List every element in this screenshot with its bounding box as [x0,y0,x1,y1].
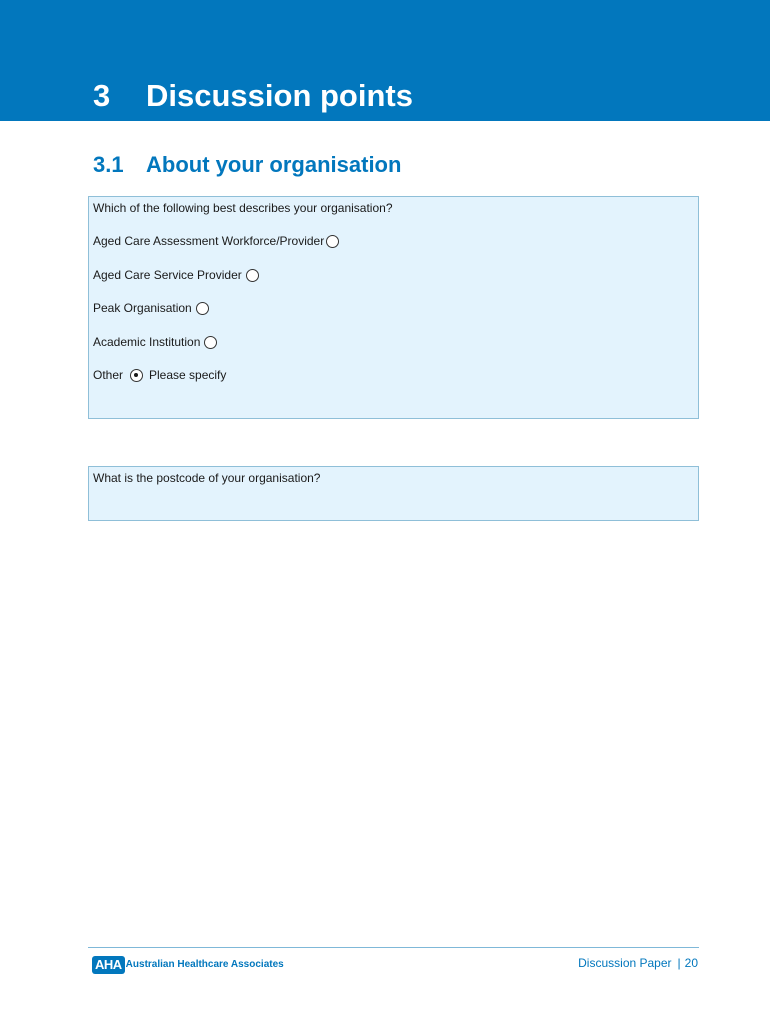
radio-aged-care-service[interactable] [246,269,259,282]
chapter-title [93,76,413,116]
option-label: Aged Care Service Provider [93,268,242,282]
organisation-type-question: Which of the following best describes your organisation? [93,201,393,215]
footer-divider [88,947,699,948]
option-aged-care-assessment[interactable] [93,231,339,251]
chapter-title-text: Discussion points [146,78,413,113]
option-label: Other [93,368,124,382]
other-specify-label: Please specify [149,368,227,382]
aha-logo [92,956,284,974]
option-aged-care-service[interactable] [93,265,259,285]
radio-peak-organisation[interactable] [196,302,209,315]
option-peak-organisation[interactable] [93,298,209,318]
postcode-field[interactable] [88,466,699,521]
section-number: 3.1 [93,152,124,177]
option-label: Aged Care Assessment Workforce/Provider [93,234,325,248]
organisation-type-field [88,196,699,419]
footer-page-info [578,956,698,970]
chapter-number: 3 [93,78,111,113]
logo-mark: AHA [92,956,125,974]
document-label: Discussion Paper [578,956,672,970]
radio-aged-care-assessment[interactable] [326,235,339,248]
radio-other[interactable] [130,369,143,382]
option-other[interactable] [93,365,226,385]
option-label: Peak Organisation [93,301,192,315]
radio-academic-institution[interactable] [204,336,217,349]
option-label: Academic Institution [93,335,201,349]
footer-separator: | [677,956,681,970]
postcode-question: What is the postcode of your organisation? [93,471,321,485]
logo-text: Australian Healthcare Associates [125,959,284,970]
page-number: 20 [684,956,698,970]
section-title [93,150,401,180]
option-academic-institution[interactable] [93,332,217,352]
section-title-text: About your organisation [146,152,402,177]
